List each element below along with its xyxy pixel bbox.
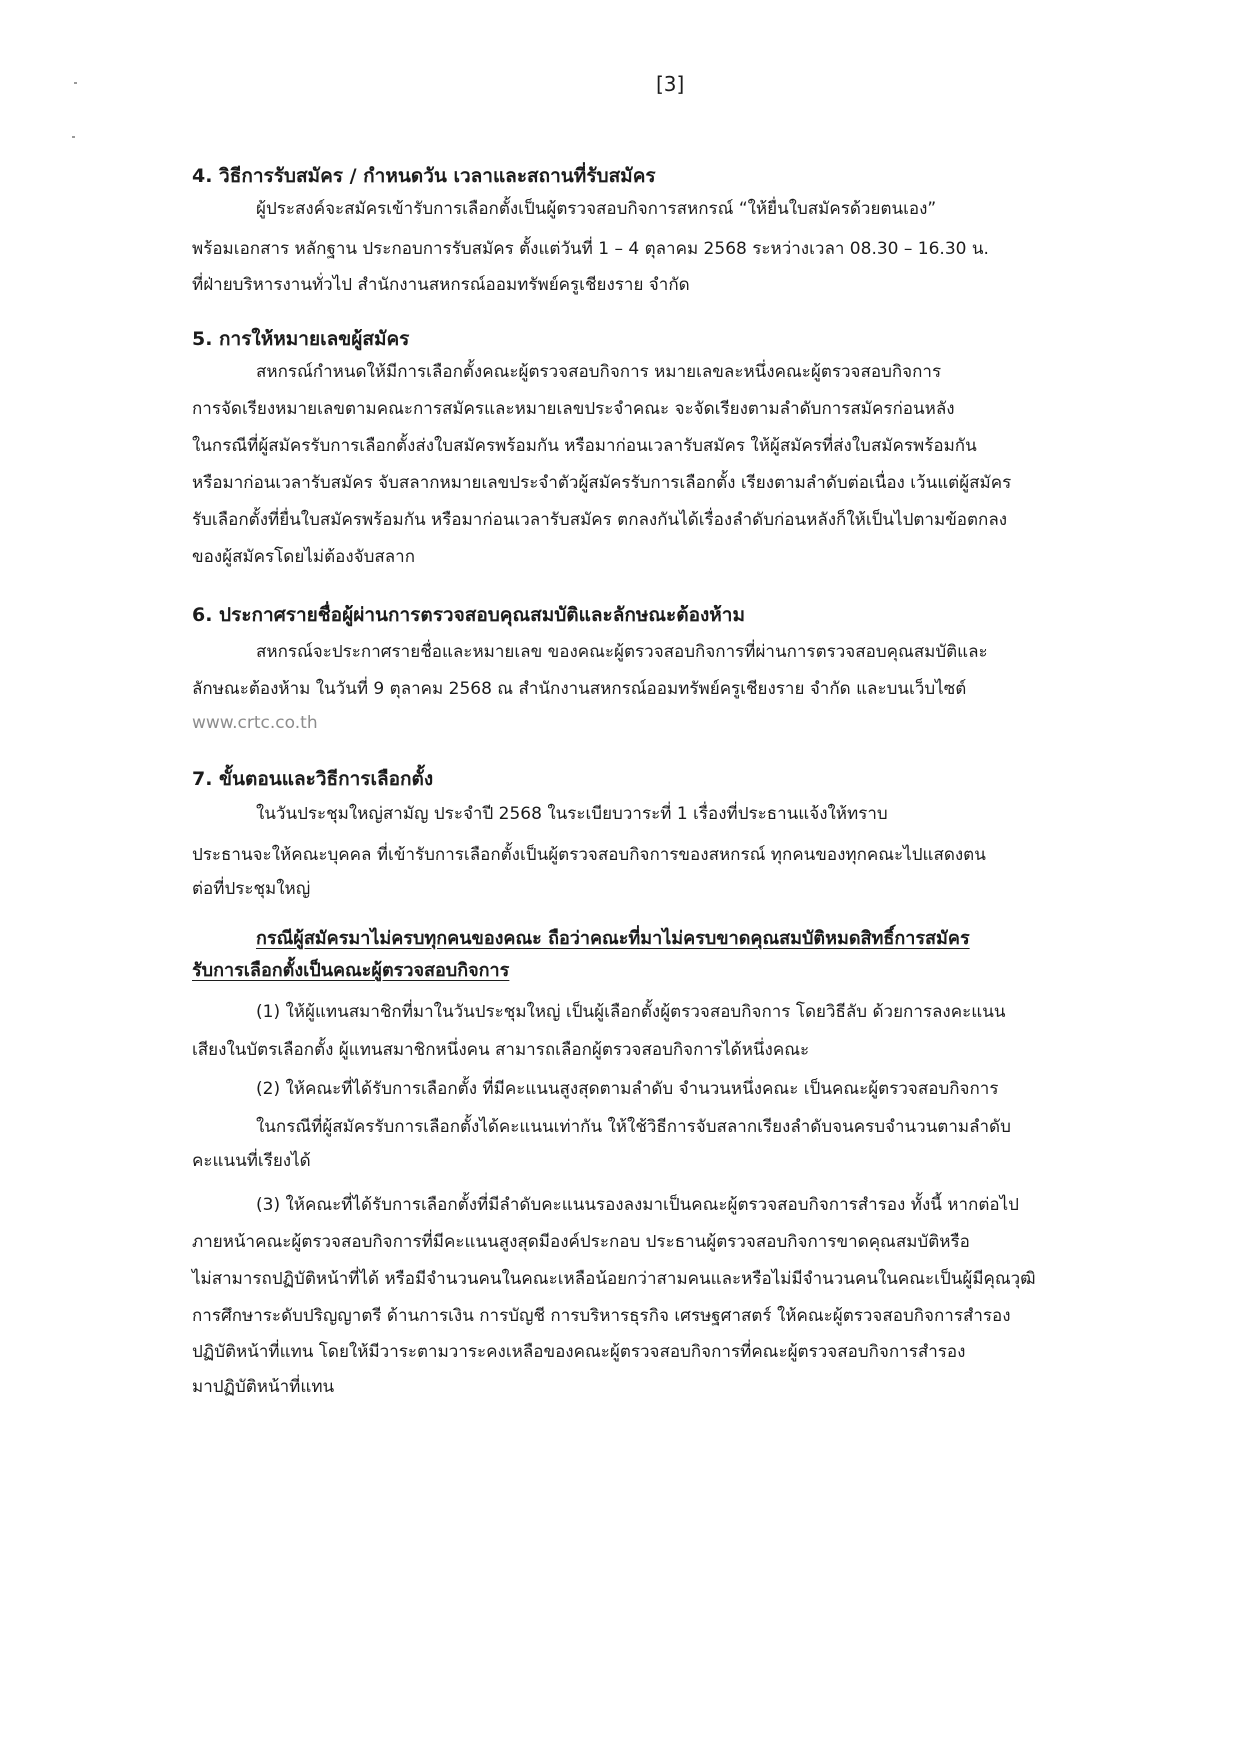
- item-3-line: ปฏิบัติหน้าที่แทน โดยให้มีวาระตามวาระคงเหลือของคณะผู้ตรวจสอบกิจการที่คณะผู้ตรวจสอบกิจการสำรอง: [192, 1342, 966, 1362]
- paragraph-line: สหกรณ์จะประกาศรายชื่อและหมายเลข ของคณะผู้ตรวจสอบกิจการที่ผ่านการตรวจสอบคุณสมบัติและ: [256, 642, 988, 662]
- item-3-line: ภายหน้าคณะผู้ตรวจสอบกิจการที่มีคะแนนสูงสุดมีองค์ประกอบ ประธานผู้ตรวจสอบกิจการขาดคุณสมบัติหรือ: [192, 1232, 970, 1252]
- paragraph-line: ต่อที่ประชุมใหญ่: [192, 879, 311, 899]
- section-5-heading: 5. การให้หมายเลขผู้สมัคร: [192, 328, 410, 350]
- paragraph-line: หรือมาก่อนเวลารับสมัคร จับสลากหมายเลขประจำตัวผู้สมัครรับการเลือกตั้ง เรียงตามลำดับต่อเนื่อง เว้นแต่ผู้สมัคร: [192, 473, 1012, 493]
- item-1-line: (1) ให้ผู้แทนสมาชิกที่มาในวันประชุมใหญ่ เป็นผู้เลือกตั้งผู้ตรวจสอบกิจการ โดยวิธีลับ ด้วยการลงคะแนน: [256, 1002, 1006, 1022]
- paragraph-line: ในกรณีที่ผู้สมัครรับการเลือกตั้งส่งใบสมัครพร้อมกัน หรือมาก่อนเวลารับสมัคร ให้ผู้สมัครที่ส่งใบสมัครพร้อมกัน: [192, 436, 977, 456]
- item-2-line: (2) ให้คณะที่ได้รับการเลือกตั้ง ที่มีคะแนนสูงสุดตามลำดับ จำนวนหนึ่งคณะ เป็นคณะผู้ตรวจสอบกิจการ: [256, 1079, 999, 1099]
- section-6-heading: 6. ประกาศรายชื่อผู้ผ่านการตรวจสอบคุณสมบัติและลักษณะต้องห้าม: [192, 604, 745, 626]
- section-4-heading: 4. วิธีการรับสมัคร / กำหนดวัน เวลาและสถานที่รับสมัคร: [192, 165, 656, 187]
- item-3-line: การศึกษาระดับปริญญาตรี ด้านการเงิน การบัญชี การบริหารธุรกิจ เศรษฐศาสตร์ ให้คณะผู้ตรวจสอบกิจการสำรอง: [192, 1306, 1011, 1326]
- page-number: [3]: [656, 72, 685, 96]
- scan-speck: [72, 136, 75, 138]
- paragraph-line: ผู้ประสงค์จะสมัครเข้ารับการเลือกตั้งเป็นผู้ตรวจสอบกิจการสหกรณ์ “ให้ยื่นใบสมัครด้วยตนเอง”: [256, 199, 937, 219]
- underlined-condition-line: กรณีผู้สมัครมาไม่ครบทุกคนของคณะ ถือว่าคณะที่มาไม่ครบขาดคุณสมบัติหมดสิทธิ์การสมัคร: [256, 928, 970, 949]
- paragraph-line: ประธานจะให้คณะบุคคล ที่เข้ารับการเลือกตั้งเป็นผู้ตรวจสอบกิจการของสหกรณ์ ทุกคนของทุกคณะไปแสดงตน: [192, 845, 986, 865]
- item-3-line: (3) ให้คณะที่ได้รับการเลือกตั้งที่มีลำดับคะแนนรองลงมาเป็นคณะผู้ตรวจสอบกิจการสำรอง ทั้งนี้ หากต่อไป: [256, 1195, 1019, 1215]
- paragraph-line: สหกรณ์กำหนดให้มีการเลือกตั้งคณะผู้ตรวจสอบกิจการ หมายเลขละหนึ่งคณะผู้ตรวจสอบกิจการ: [256, 362, 942, 382]
- paragraph-line: การจัดเรียงหมายเลขตามคณะการสมัครและหมายเลขประจำคณะ จะจัดเรียงตามลำดับการสมัครก่อนหลัง: [192, 399, 955, 419]
- paragraph-line: รับเลือกตั้งที่ยื่นใบสมัครพร้อมกัน หรือมาก่อนเวลารับสมัคร ตกลงกันได้เรื่องลำดับก่อนหลังก็ให้เป็นไปตามข้อตกลง: [192, 510, 1008, 530]
- item-1-line: เสียงในบัตรเลือกตั้ง ผู้แทนสมาชิกหนึ่งคน สามารถเลือกผู้ตรวจสอบกิจการได้หนึ่งคณะ: [192, 1040, 810, 1060]
- paragraph-line: ในวันประชุมใหญ่สามัญ ประจำปี 2568 ในระเบียบวาระที่ 1 เรื่องที่ประธานแจ้งให้ทราบ: [256, 804, 888, 824]
- paragraph-line: พร้อมเอกสาร หลักฐาน ประกอบการรับสมัคร ตั้งแต่วันที่ 1 – 4 ตุลาคม 2568 ระหว่างเวลา 08.30 – 16.30 น.: [192, 239, 989, 259]
- underlined-condition-line: รับการเลือกตั้งเป็นคณะผู้ตรวจสอบกิจการ: [192, 960, 510, 981]
- website-link[interactable]: www.crtc.co.th: [192, 713, 318, 733]
- item-2-line: ในกรณีที่ผู้สมัครรับการเลือกตั้งได้คะแนนเท่ากัน ให้ใช้วิธีการจับสลากเรียงลำดับจนครบจำนวนตามลำดับ: [256, 1117, 1011, 1137]
- scan-speck: [74, 82, 77, 84]
- section-7-heading: 7. ขั้นตอนและวิธีการเลือกตั้ง: [192, 768, 434, 790]
- item-2-line: คะแนนที่เรียงได้: [192, 1151, 311, 1171]
- paragraph-line: ลักษณะต้องห้าม ในวันที่ 9 ตุลาคม 2568 ณ สำนักงานสหกรณ์ออมทรัพย์ครูเชียงราย จำกัด และบนเว็บไซต์: [192, 679, 967, 699]
- item-3-line: ไม่สามารถปฏิบัติหน้าที่ได้ หรือมีจำนวนคนในคณะเหลือน้อยกว่าสามคนและหรือไม่มีจำนวนคนในคณะเป็นผู้มีคุณวุฒิ: [192, 1269, 1036, 1289]
- item-3-line: มาปฏิบัติหน้าที่แทน: [192, 1377, 335, 1397]
- paragraph-line: ที่ฝ่ายบริหารงานทั่วไป สำนักงานสหกรณ์ออมทรัพย์ครูเชียงราย จำกัด: [192, 275, 690, 295]
- paragraph-line: ของผู้สมัครโดยไม่ต้องจับสลาก: [192, 547, 416, 567]
